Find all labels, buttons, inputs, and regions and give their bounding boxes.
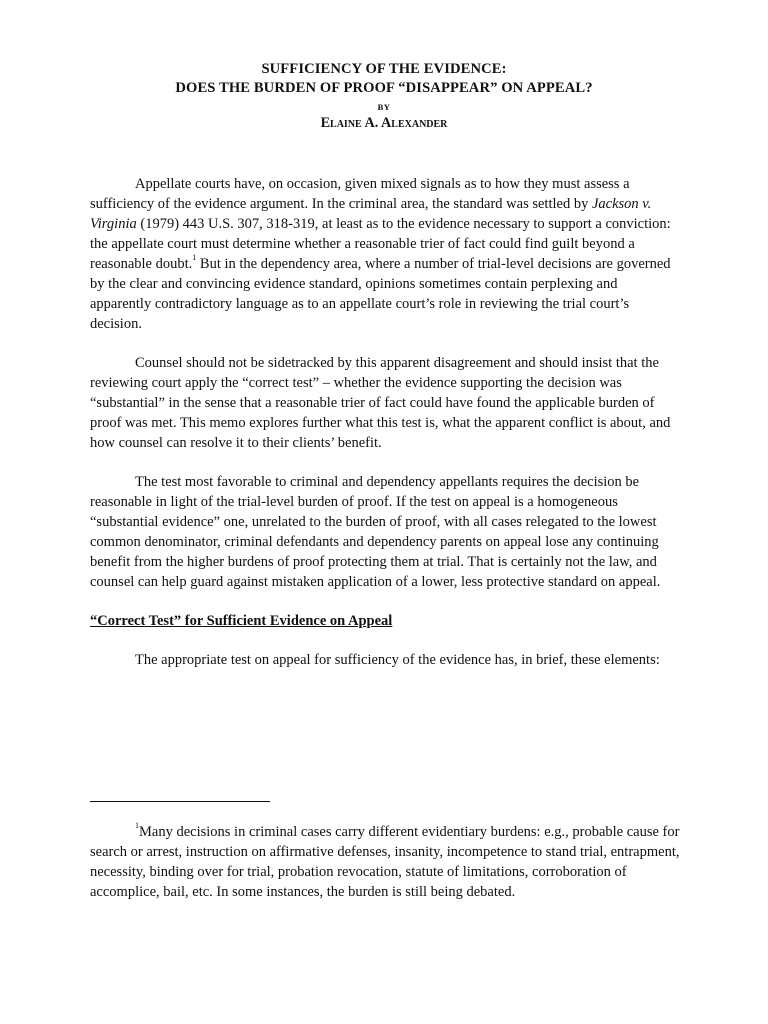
section-heading: “Correct Test” for Sufficient Evidence on Appeal — [90, 613, 393, 629]
paragraph-1 — [90, 174, 680, 334]
paragraph-1-text-b: (1979) 443 U.S. 307, 318-319, at least as to the evidence necessary to support a conviction: the appellate court must determine whether a reasonable trier of fact could find guilt beyond a reasonable doubt. — [90, 216, 671, 272]
case-citation: Jackson v. Virginia — [90, 196, 652, 232]
paragraph-2: Counsel should not be sidetracked by this apparent disagreement and should insist that the reviewing court apply the “correct test” – whether the evidence supporting the decision was “substantial” in the sense that a reasonable trier of fact could have found the applicable burden of proof was met. This memo explores further what this test is, what the apparent conflict is about, and how counsel can resolve it to their clients’ benefit. — [90, 355, 671, 451]
paragraph-1-text-c: But in the dependency area, where a number of trial-level decisions are governed by the clear and convincing evidence standard, opinions sometimes contain perplexing and apparently contradictory language as to an appellate court’s role in reviewing the trial court’s decision. — [90, 256, 671, 332]
paragraph-4: The appropriate test on appeal for sufficiency of the evidence has, in brief, these elements: — [135, 652, 660, 668]
author-name: Elaine A. Alexander — [320, 115, 448, 131]
footnote — [90, 822, 680, 902]
paragraph-3: The test most favorable to criminal and dependency appellants requires the decision be reasonable in light of the trial-level burden of proof. If the test on appeal is a homogeneous “substantial evidence” one, unrelated to the burden of proof, with all cases relegated to the lowest common denominator, criminal defendants and dependency parents on appeal lose any continuing benefit from the higher burdens of proof protecting them at trial. That is certainly not the law, and counsel can help guard against mistaken application of a lower, less protective standard on appeal. — [90, 474, 661, 590]
document-body — [90, 174, 680, 670]
footnote-separator — [90, 801, 270, 802]
title-line-1: SUFFICIENCY OF THE EVIDENCE: — [261, 61, 507, 77]
footnote-number: 1 — [135, 821, 139, 830]
title-block — [0, 60, 768, 132]
title-line-2: DOES THE BURDEN OF PROOF “DISAPPEAR” ON APPEAL? — [175, 80, 593, 96]
paragraph-1-text-a: Appellate courts have, on occasion, given mixed signals as to how they must assess a sufficiency of the evidence argument. In the criminal area, the standard was settled by — [90, 176, 630, 212]
byline-label: BY — [377, 102, 391, 112]
footnote-reference[interactable]: 1 — [192, 253, 197, 262]
footnote-text: Many decisions in criminal cases carry different evidentiary burdens: e.g., probable cause for search or arrest, instruction on affirmative defenses, insanity, incompetence to stand trial, entrapment, necessity, binding over for trial, probation revocation, statute of limitations, corroboration of accomplice, bail, etc. In some instances, the burden is still being debated. — [90, 824, 680, 900]
